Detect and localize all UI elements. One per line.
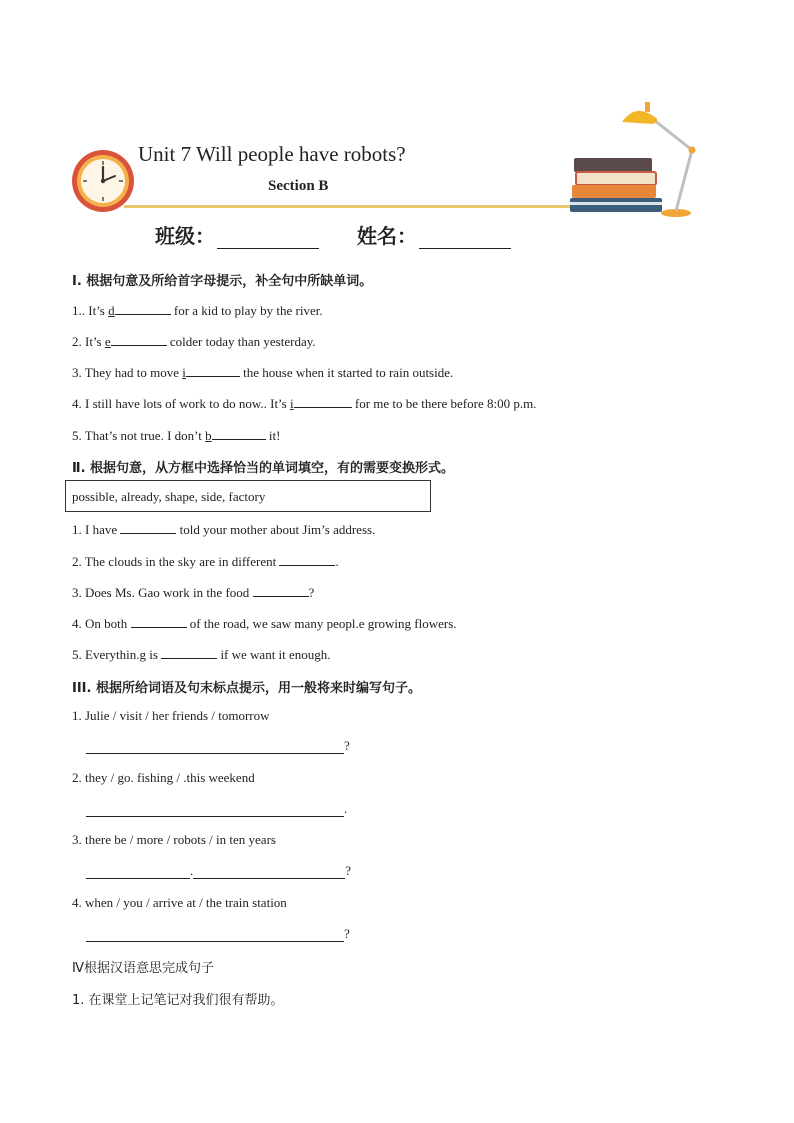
section-4-heading: Ⅳ根据汉语意思完成句子: [72, 961, 214, 976]
hint-letter: e: [104, 334, 111, 349]
hint-letter: d: [108, 303, 115, 318]
answer-blank[interactable]: [294, 394, 352, 408]
sec1-item-2: 2. It’s e colder today than yesterday.: [72, 334, 316, 349]
class-blank[interactable]: [217, 227, 319, 249]
answer-blank[interactable]: [253, 583, 309, 597]
class-name-row: [155, 220, 511, 249]
answer-line[interactable]: [86, 865, 190, 879]
sec4-item-1: 1. 在课堂上记笔记对我们很有帮助。: [72, 993, 284, 1008]
answer-line[interactable]: [86, 928, 344, 942]
books-lamp-icon: [566, 98, 712, 220]
sec3-answer-2: .: [86, 801, 347, 817]
answer-line[interactable]: [193, 865, 345, 879]
class-label: 班级：: [155, 224, 215, 248]
sec2-item-1: 1. I have told your mother about Jim’s address.: [72, 522, 376, 537]
sec3-answer-4: ?: [86, 926, 350, 942]
page-title: Unit 7 Will people have robots?: [138, 142, 406, 166]
answer-line[interactable]: [86, 803, 344, 817]
sec2-item-4: 4. On both of the road, we saw many peopl.e growing flowers.: [72, 616, 457, 631]
header-divider: [124, 205, 579, 208]
answer-blank[interactable]: [212, 426, 266, 440]
sec1-item-5: 5. That’s not true. I don’t b it!: [72, 428, 281, 443]
answer-blank[interactable]: [111, 332, 167, 346]
name-blank[interactable]: [419, 227, 511, 249]
sec3-prompt-2: 2. they / go. fishing / .this weekend: [72, 770, 255, 785]
sec2-item-2: 2. The clouds in the sky are in different .: [72, 554, 339, 569]
hint-letter: i: [289, 396, 294, 411]
answer-blank[interactable]: [120, 520, 176, 534]
answer-blank[interactable]: [115, 301, 171, 315]
section-subtitle: Section B: [268, 178, 329, 194]
sec2-item-5: 5. Everythin.g is if we want it enough.: [72, 647, 331, 662]
answer-blank[interactable]: [131, 614, 187, 628]
section-2-heading: Ⅱ. 根据句意，从方框中选择恰当的单词填空，有的需要变换形式。: [72, 461, 455, 476]
sec3-answer-1: ?: [86, 738, 350, 754]
section-3-heading: III. 根据所给词语及句末标点提示，用一般将来时编写句子。: [72, 681, 421, 696]
sec3-prompt-1: 1. Julie / visit / her friends / tomorrow: [72, 708, 270, 723]
answer-blank[interactable]: [161, 645, 217, 659]
answer-blank[interactable]: [186, 363, 240, 377]
hint-letter: b: [205, 428, 212, 443]
sec1-item-4: 4. I still have lots of work to do now.. It’s i for me to be there before 8:00 p.m.: [72, 396, 537, 411]
sec1-item-3: 3. They had to move i the house when it started to rain outside.: [72, 365, 454, 380]
sec3-answer-3: . ?: [86, 863, 351, 879]
answer-line[interactable]: [86, 740, 344, 754]
sec3-prompt-3: 3. there be / more / robots / in ten years: [72, 832, 276, 847]
hint-letter: i: [182, 365, 186, 380]
word-box: possible, already, shape, side, factory: [65, 480, 431, 512]
answer-blank[interactable]: [279, 552, 335, 566]
section-1-heading: Ⅰ. 根据句意及所给首字母提示，补全句中所缺单词。: [72, 274, 373, 289]
name-label: 姓名：: [357, 224, 417, 248]
sec1-item-1: 1.. It’s d for a kid to play by the river.: [72, 303, 323, 318]
sec3-prompt-4: 4. when / you / arrive at / the train station: [72, 895, 287, 910]
sec2-item-3: 3. Does Ms. Gao work in the food ?: [72, 585, 315, 600]
